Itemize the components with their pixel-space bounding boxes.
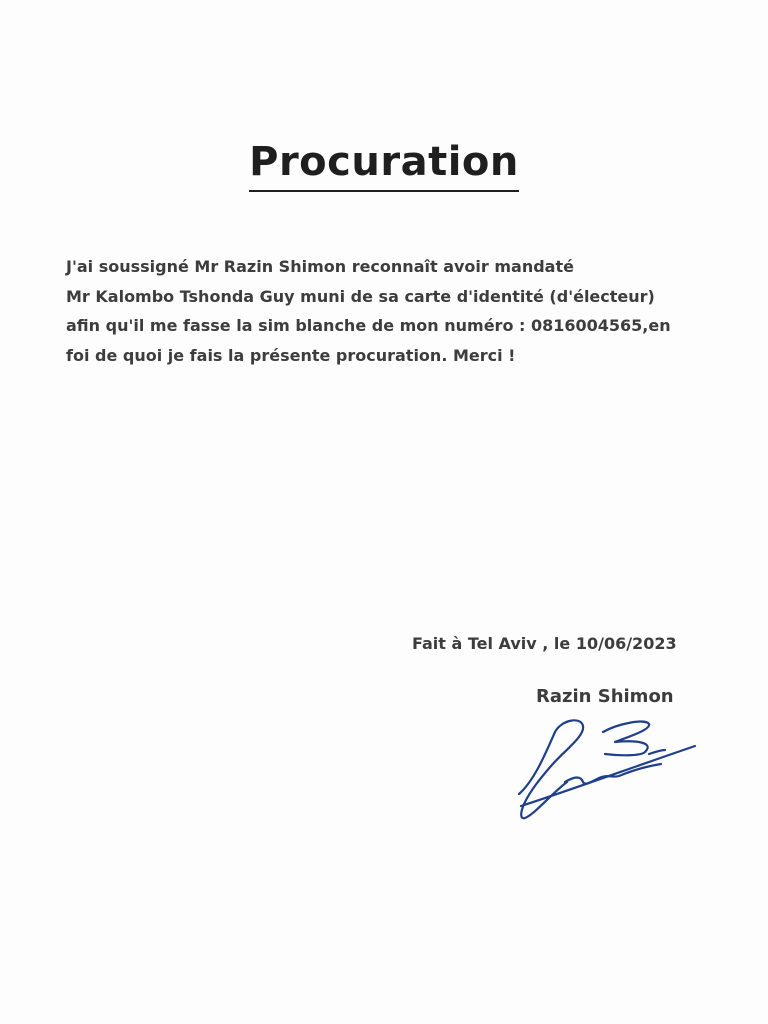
body-line: Mr Kalombo Tshonda Guy muni de sa carte d'identité (d'électeur)	[66, 286, 655, 306]
document-title: Procuration	[249, 138, 519, 192]
place-and-date: Fait à Tel Aviv , le 10/06/2023	[412, 634, 677, 653]
signer-name: Razin Shimon	[536, 686, 674, 707]
body-line: foi de quoi je fais la présente procuration. Merci !	[66, 345, 516, 365]
title-block	[0, 138, 768, 192]
signature-icon	[495, 710, 710, 830]
body-line: J'ai soussigné Mr Razin Shimon reconnaît avoir mandaté	[66, 257, 574, 276]
body-line: afin qu'il me fasse la sim blanche de mon numéro : 0816004565,en	[66, 316, 671, 335]
procuration-body	[66, 252, 716, 370]
